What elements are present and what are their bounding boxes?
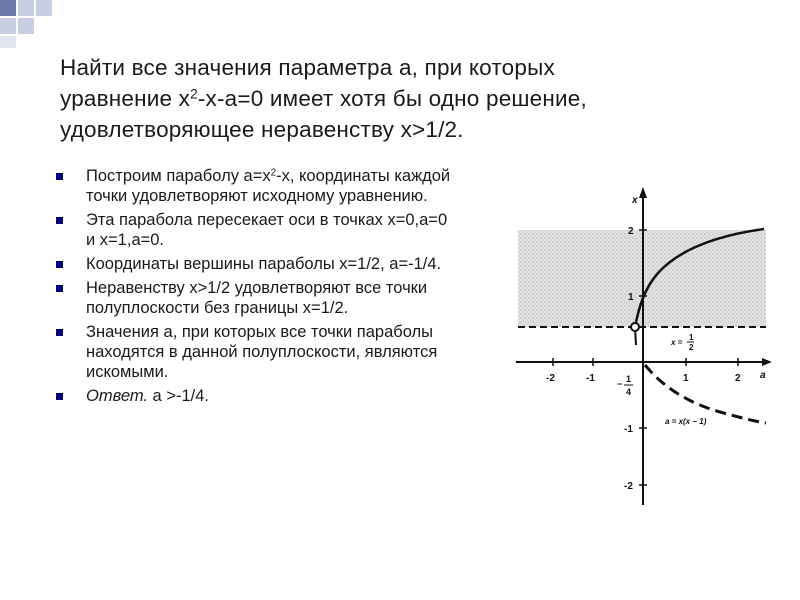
bullet-text: Построим параболу а=х [86,167,271,185]
tick-label-x-2: 2 [735,373,741,384]
title-line-1: Найти все значения параметра а, при которых [60,55,555,80]
open-point [631,323,639,331]
boundary-label-numerator: 1 [689,333,694,342]
square-bullet-icon [56,393,63,400]
axis-x-label: x [632,195,638,206]
parabola-graph [488,185,778,505]
vertical-axis-arrow-icon [639,187,647,198]
slide-title [60,52,740,145]
bullet-exponent: 2 [270,167,277,179]
title-line-2-text: уравнение х [60,86,191,111]
horizontal-axis-arrow-icon [762,358,772,366]
title-line-3: удовлетворяющее неравенству х>1/2. [60,117,464,142]
bullet-text: Неравенству х>1/2 удовлетворяют все точки полуплоскости без границы х=1/2. [86,279,428,317]
tick-label-x-neg2: -2 [546,373,555,384]
square-bullet-icon [56,261,63,268]
corner-decoration [0,0,80,48]
bullet-text-rest: -х, координаты каждой точки удовлетворяют исходному уравнению. [86,167,451,205]
bullet-text: Координаты вершины параболы х=1/2, а=-1/4. [86,255,442,273]
fraction-minus: − [617,379,623,389]
bullet-item [56,210,456,250]
tick-label-neg1: -1 [624,424,633,435]
curve-label: a = x(x − 1) [665,417,707,426]
bullet-item [56,254,456,274]
square-bullet-icon [56,173,63,180]
boundary-label-denominator: 2 [689,343,694,352]
tick-label-x-1: 1 [683,373,689,384]
square-bullet-icon [56,217,63,224]
square-bullet-icon [56,329,63,336]
fraction-denominator: 4 [626,387,632,397]
title-line-2 [60,83,740,114]
bullet-item [56,386,456,406]
bullet-list [56,166,456,410]
fraction-numerator: 1 [626,374,632,384]
title-exponent: 2 [190,86,198,102]
boundary-label: x = [671,338,683,347]
square-bullet-icon [56,285,63,292]
tick-label-1: 1 [628,292,634,303]
parabola-dashed-branch [645,365,766,423]
title-line-2-rest: -х-а=0 имеет хотя бы одно решение, [197,86,587,111]
bullet-item [56,322,456,382]
bullet-text: Эта парабола пересекает оси в точках х=0,а=0 и х=1,а=0. [86,211,448,249]
bullet-item [56,166,456,206]
tick-label-neg2: -2 [624,481,633,492]
bullet-item [56,278,456,318]
answer-value: а >-1/4. [147,387,209,405]
tick-label-2: 2 [628,226,634,237]
answer-label: Ответ. [86,387,148,405]
bullet-text: Значения а, при которых все точки параболы находятся в данной полуплоскости, являются искомыми. [86,323,438,381]
tick-label-x-neg1: -1 [586,373,595,384]
axis-a-label: a [760,370,766,381]
